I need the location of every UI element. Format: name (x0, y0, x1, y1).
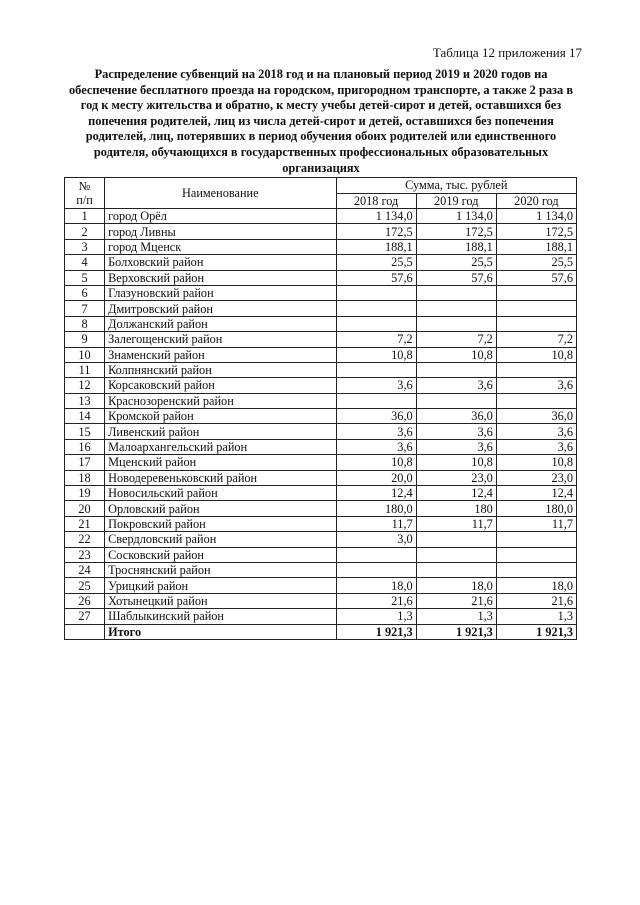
row-value-2020: 21,6 (496, 593, 576, 608)
row-value-2018: 3,6 (336, 424, 416, 439)
row-value-2020: 11,7 (496, 516, 576, 531)
row-name: город Орёл (105, 209, 336, 224)
row-value-2019 (416, 393, 496, 408)
row-value-2020: 57,6 (496, 270, 576, 285)
row-value-2018 (336, 562, 416, 577)
table-row (65, 532, 577, 547)
row-value-2018 (336, 547, 416, 562)
row-value-2019 (416, 285, 496, 300)
row-value-2019: 180 (416, 501, 496, 516)
row-value-2018: 20,0 (336, 470, 416, 485)
row-value-2018: 3,6 (336, 439, 416, 454)
row-value-2020 (496, 562, 576, 577)
row-name: Сосковский район (105, 547, 336, 562)
table-row (65, 609, 577, 624)
row-value-2020: 3,6 (496, 378, 576, 393)
row-value-2018: 12,4 (336, 486, 416, 501)
row-number: 13 (65, 393, 105, 408)
row-value-2020: 18,0 (496, 578, 576, 593)
row-name: Корсаковский район (105, 378, 336, 393)
row-value-2018 (336, 362, 416, 377)
row-value-2019: 12,4 (416, 486, 496, 501)
table-row (65, 409, 577, 424)
row-value-2020: 3,6 (496, 439, 576, 454)
row-value-2019 (416, 532, 496, 547)
row-value-2019 (416, 562, 496, 577)
table-row (65, 562, 577, 577)
row-number: 23 (65, 547, 105, 562)
row-value-2018: 21,6 (336, 593, 416, 608)
row-value-2019: 23,0 (416, 470, 496, 485)
row-value-2020 (496, 285, 576, 300)
document-heading: Распределение субвенций на 2018 год и на плановый период 2019 и 2020 годов на обеспечение бесплатного проезда на городском, пригородном транспорте, а также 2 раза в год к месту жительства и обратно, к месту учебы детей-сирот и детей, оставшихся без попечения родителей, лиц из числа детей-сирот и детей, оставшихся без попечения родителей, лиц, потерявших в период обучения обоих родителей или единственного родителя, обучающихся в государственных профессиональных образовательных организациях (68, 67, 574, 175)
row-value-2019 (416, 316, 496, 331)
table-body (65, 209, 577, 640)
row-value-2019: 10,8 (416, 455, 496, 470)
row-value-2020 (496, 362, 576, 377)
table-row (65, 378, 577, 393)
table-caption: Таблица 12 приложения 17 (432, 45, 582, 60)
row-name: Кромской район (105, 409, 336, 424)
row-value-2018: 36,0 (336, 409, 416, 424)
row-number: 14 (65, 409, 105, 424)
row-value-2019: 18,0 (416, 578, 496, 593)
table-row (65, 316, 577, 331)
row-value-2018: 3,0 (336, 532, 416, 547)
row-name: Свердловский район (105, 532, 336, 547)
table-row (65, 486, 577, 501)
row-value-2018: 3,6 (336, 378, 416, 393)
row-name: Залегощенский район (105, 332, 336, 347)
table-row (65, 455, 577, 470)
row-number: 16 (65, 439, 105, 454)
row-value-2019: 3,6 (416, 439, 496, 454)
row-value-2020 (496, 316, 576, 331)
table-row (65, 470, 577, 485)
header-number: № п/п (65, 178, 105, 209)
row-value-2020: 1 134,0 (496, 209, 576, 224)
row-value-2020: 7,2 (496, 332, 576, 347)
row-value-2018: 18,0 (336, 578, 416, 593)
row-name: Мценский район (105, 455, 336, 470)
row-value-2019: 10,8 (416, 347, 496, 362)
row-number: 20 (65, 501, 105, 516)
table-row (65, 424, 577, 439)
subvention-table (64, 177, 577, 640)
row-number: 19 (65, 486, 105, 501)
row-value-2019: 57,6 (416, 270, 496, 285)
row-number: 7 (65, 301, 105, 316)
row-value-2019: 11,7 (416, 516, 496, 531)
row-name: Краснозоренский район (105, 393, 336, 408)
row-name: Знаменский район (105, 347, 336, 362)
row-number: 1 (65, 209, 105, 224)
row-value-2019: 1 134,0 (416, 209, 496, 224)
header-name: Наименование (105, 178, 336, 209)
row-value-2018: 57,6 (336, 270, 416, 285)
row-name: Хотынецкий район (105, 593, 336, 608)
row-name: Болховский район (105, 255, 336, 270)
total-2018: 1 921,3 (336, 624, 416, 639)
row-name: Глазуновский район (105, 285, 336, 300)
row-number: 22 (65, 532, 105, 547)
row-value-2018 (336, 301, 416, 316)
row-value-2018: 1 134,0 (336, 209, 416, 224)
table-row (65, 362, 577, 377)
row-number: 27 (65, 609, 105, 624)
table-row (65, 255, 577, 270)
row-name: Дмитровский район (105, 301, 336, 316)
row-value-2018: 10,8 (336, 347, 416, 362)
table-row (65, 347, 577, 362)
row-number: 11 (65, 362, 105, 377)
row-name: Колпнянский район (105, 362, 336, 377)
header-year-2018: 2018 год (336, 193, 416, 209)
table-row (65, 332, 577, 347)
row-number: 15 (65, 424, 105, 439)
row-value-2020: 10,8 (496, 347, 576, 362)
row-number: 8 (65, 316, 105, 331)
row-value-2020: 12,4 (496, 486, 576, 501)
row-name: Должанский район (105, 316, 336, 331)
row-name: Шаблыкинский район (105, 609, 336, 624)
row-number: 2 (65, 224, 105, 239)
table-row (65, 439, 577, 454)
row-value-2020: 36,0 (496, 409, 576, 424)
row-number: 3 (65, 239, 105, 254)
row-value-2020 (496, 301, 576, 316)
row-number: 17 (65, 455, 105, 470)
row-number: 24 (65, 562, 105, 577)
row-name: Орловский район (105, 501, 336, 516)
row-value-2020: 180,0 (496, 501, 576, 516)
table-row (65, 501, 577, 516)
row-value-2018: 7,2 (336, 332, 416, 347)
row-value-2018: 10,8 (336, 455, 416, 470)
table-row (65, 239, 577, 254)
row-value-2020 (496, 393, 576, 408)
row-value-2019: 3,6 (416, 424, 496, 439)
table-row (65, 301, 577, 316)
row-value-2020: 3,6 (496, 424, 576, 439)
row-value-2019 (416, 301, 496, 316)
row-name: город Ливны (105, 224, 336, 239)
row-value-2019: 1,3 (416, 609, 496, 624)
row-value-2019: 25,5 (416, 255, 496, 270)
row-number: 9 (65, 332, 105, 347)
row-value-2019 (416, 547, 496, 562)
table-total-row (65, 624, 577, 639)
row-value-2018: 11,7 (336, 516, 416, 531)
table-row (65, 285, 577, 300)
row-number: 6 (65, 285, 105, 300)
total-label: Итого (105, 624, 336, 639)
table-row (65, 393, 577, 408)
row-value-2019: 21,6 (416, 593, 496, 608)
row-value-2019: 3,6 (416, 378, 496, 393)
row-name: Ливенский район (105, 424, 336, 439)
row-number: 25 (65, 578, 105, 593)
row-value-2018: 180,0 (336, 501, 416, 516)
row-value-2020: 172,5 (496, 224, 576, 239)
table-row (65, 224, 577, 239)
row-name: Троснянский район (105, 562, 336, 577)
row-number: 10 (65, 347, 105, 362)
table-row (65, 547, 577, 562)
row-name: Верховский район (105, 270, 336, 285)
table-row (65, 578, 577, 593)
row-value-2018 (336, 316, 416, 331)
table-row (65, 270, 577, 285)
row-number: 5 (65, 270, 105, 285)
row-value-2020: 1,3 (496, 609, 576, 624)
total-number (65, 624, 105, 639)
row-number: 12 (65, 378, 105, 393)
row-number: 21 (65, 516, 105, 531)
row-name: Новосильский район (105, 486, 336, 501)
table-row (65, 209, 577, 224)
total-2020: 1 921,3 (496, 624, 576, 639)
row-value-2019: 7,2 (416, 332, 496, 347)
table-row (65, 593, 577, 608)
table-row (65, 516, 577, 531)
row-value-2020 (496, 547, 576, 562)
row-value-2018 (336, 393, 416, 408)
row-name: Покровский район (105, 516, 336, 531)
header-year-2020: 2020 год (496, 193, 576, 209)
row-value-2019: 36,0 (416, 409, 496, 424)
row-value-2018: 172,5 (336, 224, 416, 239)
total-2019: 1 921,3 (416, 624, 496, 639)
row-value-2020: 25,5 (496, 255, 576, 270)
row-name: Новодеревеньковский район (105, 470, 336, 485)
row-name: Малоархангельский район (105, 439, 336, 454)
row-number: 4 (65, 255, 105, 270)
row-value-2018: 1,3 (336, 609, 416, 624)
header-sum: Сумма, тыс. рублей (336, 178, 576, 194)
row-value-2019 (416, 362, 496, 377)
row-value-2018: 188,1 (336, 239, 416, 254)
row-number: 18 (65, 470, 105, 485)
header-year-2019: 2019 год (416, 193, 496, 209)
row-name: город Мценск (105, 239, 336, 254)
row-value-2018 (336, 285, 416, 300)
row-value-2019: 172,5 (416, 224, 496, 239)
row-value-2019: 188,1 (416, 239, 496, 254)
row-number: 26 (65, 593, 105, 608)
row-value-2020 (496, 532, 576, 547)
row-value-2020: 188,1 (496, 239, 576, 254)
row-value-2020: 10,8 (496, 455, 576, 470)
row-value-2018: 25,5 (336, 255, 416, 270)
row-name: Урицкий район (105, 578, 336, 593)
row-value-2020: 23,0 (496, 470, 576, 485)
